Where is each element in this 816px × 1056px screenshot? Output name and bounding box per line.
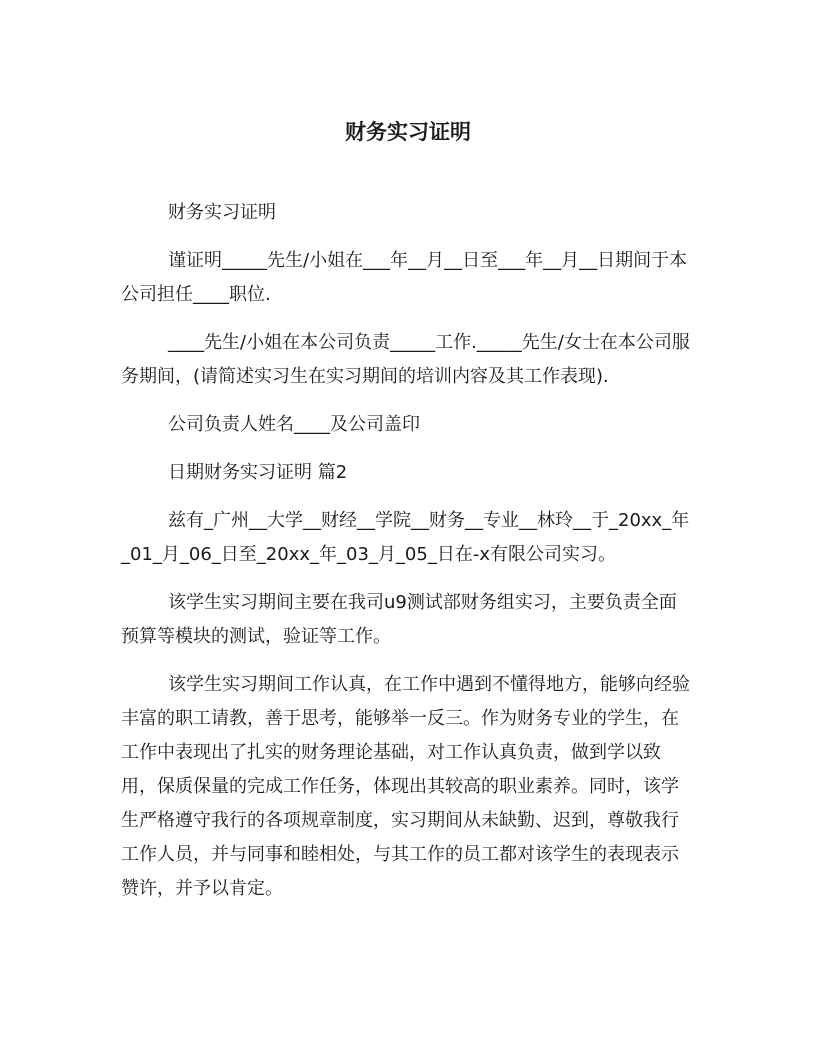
paragraph-internship-duties: 该学生实习期间主要在我司u9测试部财务组实习，主要负责全面预算等模块的测试，验证等工作。: [121, 592, 677, 647]
paragraph-certification: 谨证明_____先生/小姐在___年__月__日至___年__月__日期间于本公司担任____职位.: [121, 250, 688, 305]
paragraph-responsibility: ____先生/小姐在本公司负责_____工作._____先生/女士在本公司服务期间，(请简述实习生在实习期间的培训内容及其工作表现).: [121, 332, 690, 387]
paragraph-date-section: 日期财务实习证明 篇2: [168, 462, 348, 483]
page-title: 财务实习证明: [345, 120, 471, 144]
paragraph-heading: 财务实习证明: [168, 202, 276, 223]
paragraph-student-info: 兹有_广州__大学__财经__学院__财务__专业__林玲__于_20xx_年_01_月_06_日至_20xx_年_03_月_05_日在-x有限公司实习。: [121, 510, 690, 565]
paragraph-evaluation: 该学生实习期间工作认真，在工作中遇到不懂得地方，能够向经验丰富的职工请教，善于思考，能够举一反三。作为财务专业的学生，在工作中表现出了扎实的财务理论基础，对工作认真负责，做到学以致用，保质保量的完成工作任务，体现出其较高的职业素养。同时，该学生严格遵守我行的各项规章制度，实习期间从未缺勤、迟到，尊敬我行工作人员，并与同事和睦相处，与其工作的员工都对该学生的表现表示赞许，并予以肯定。: [121, 674, 690, 899]
document-body: [121, 196, 691, 920]
paragraph-signatory: 公司负责人姓名____及公司盖印: [168, 414, 420, 435]
